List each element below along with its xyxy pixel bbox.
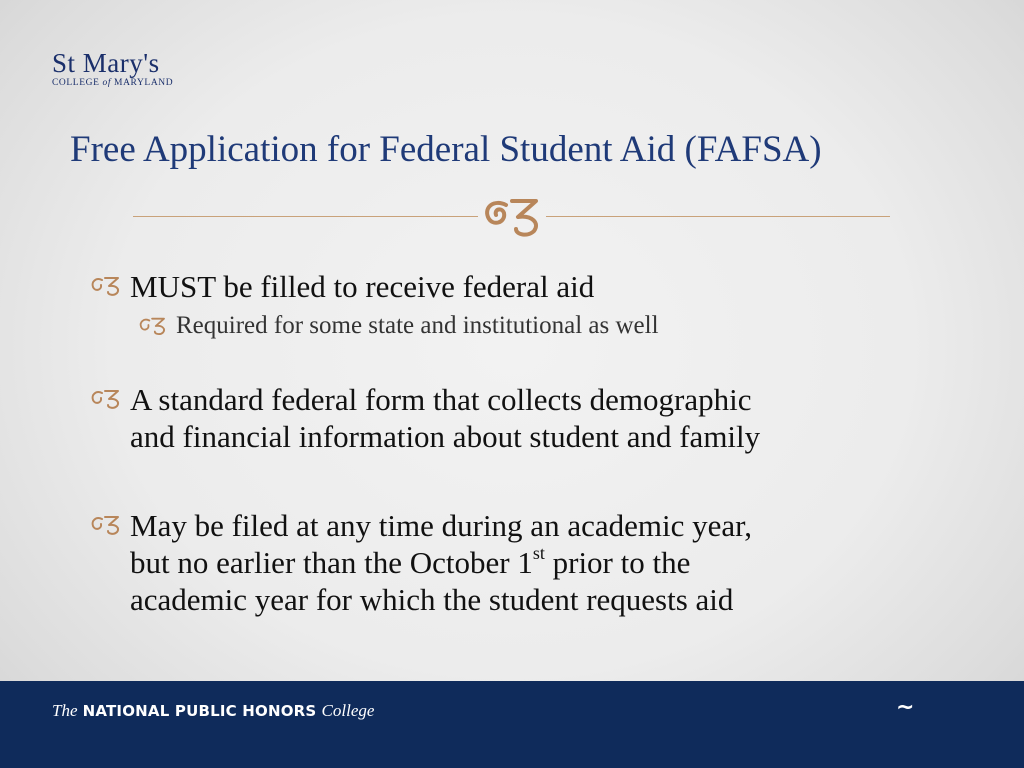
bullet-item-1 (88, 268, 968, 305)
footer-college: College (321, 701, 375, 720)
footer-tagline (52, 701, 374, 721)
bullet-text-3-line-3: academic year for which the student requests aid (130, 582, 734, 617)
logo-maryland: MARYLAND (114, 78, 174, 88)
flourish-icon (476, 193, 548, 239)
footer-caps: NATIONAL PUBLIC HONORS (82, 702, 317, 720)
bullet-text-3-line-1: May be filed at any time during an academic year, (130, 508, 752, 543)
divider-left (133, 216, 478, 217)
bullet-flourish-icon (88, 513, 124, 537)
bullet-text-2-line-2: and financial information about student and family (130, 419, 761, 454)
bullet-item-3 (88, 507, 968, 618)
footer-bar (0, 681, 1024, 768)
bullet-text-3-line-2-post: prior to the (544, 545, 691, 580)
bullet-text-1: MUST be filled to receive federal aid (130, 269, 595, 304)
logo-college: COLLEGE (52, 78, 100, 88)
bullet-flourish-icon (88, 274, 124, 298)
logo-st: St (52, 48, 76, 78)
sub-bullet-item-1 (88, 309, 968, 343)
logo-marys: Mary's (82, 48, 160, 78)
footer-the: The (52, 701, 78, 720)
sub-bullet-text-1: Required for some state and institutional as well (176, 312, 659, 339)
college-logo (52, 50, 173, 88)
bullet-text-3-line-2 (130, 544, 968, 581)
bullet-list (88, 268, 968, 618)
sub-bullet-flourish-icon (136, 315, 170, 337)
ordinal-suffix: st (532, 543, 545, 563)
logo-subtitle (52, 78, 173, 88)
bullet-flourish-icon (88, 387, 124, 411)
bullet-text-2-line-1: A standard federal form that collects demographic (130, 382, 752, 417)
logo-of: of (102, 78, 112, 88)
slide-title: Free Application for Federal Student Aid (FAFSA) (70, 129, 822, 170)
footer-page-mark: ~ (896, 695, 915, 720)
logo-wordmark (52, 50, 173, 76)
divider-right (546, 216, 890, 217)
bullet-text-3-line-2-pre: but no earlier than the October 1 (130, 545, 533, 580)
bullet-item-2 (88, 381, 968, 455)
